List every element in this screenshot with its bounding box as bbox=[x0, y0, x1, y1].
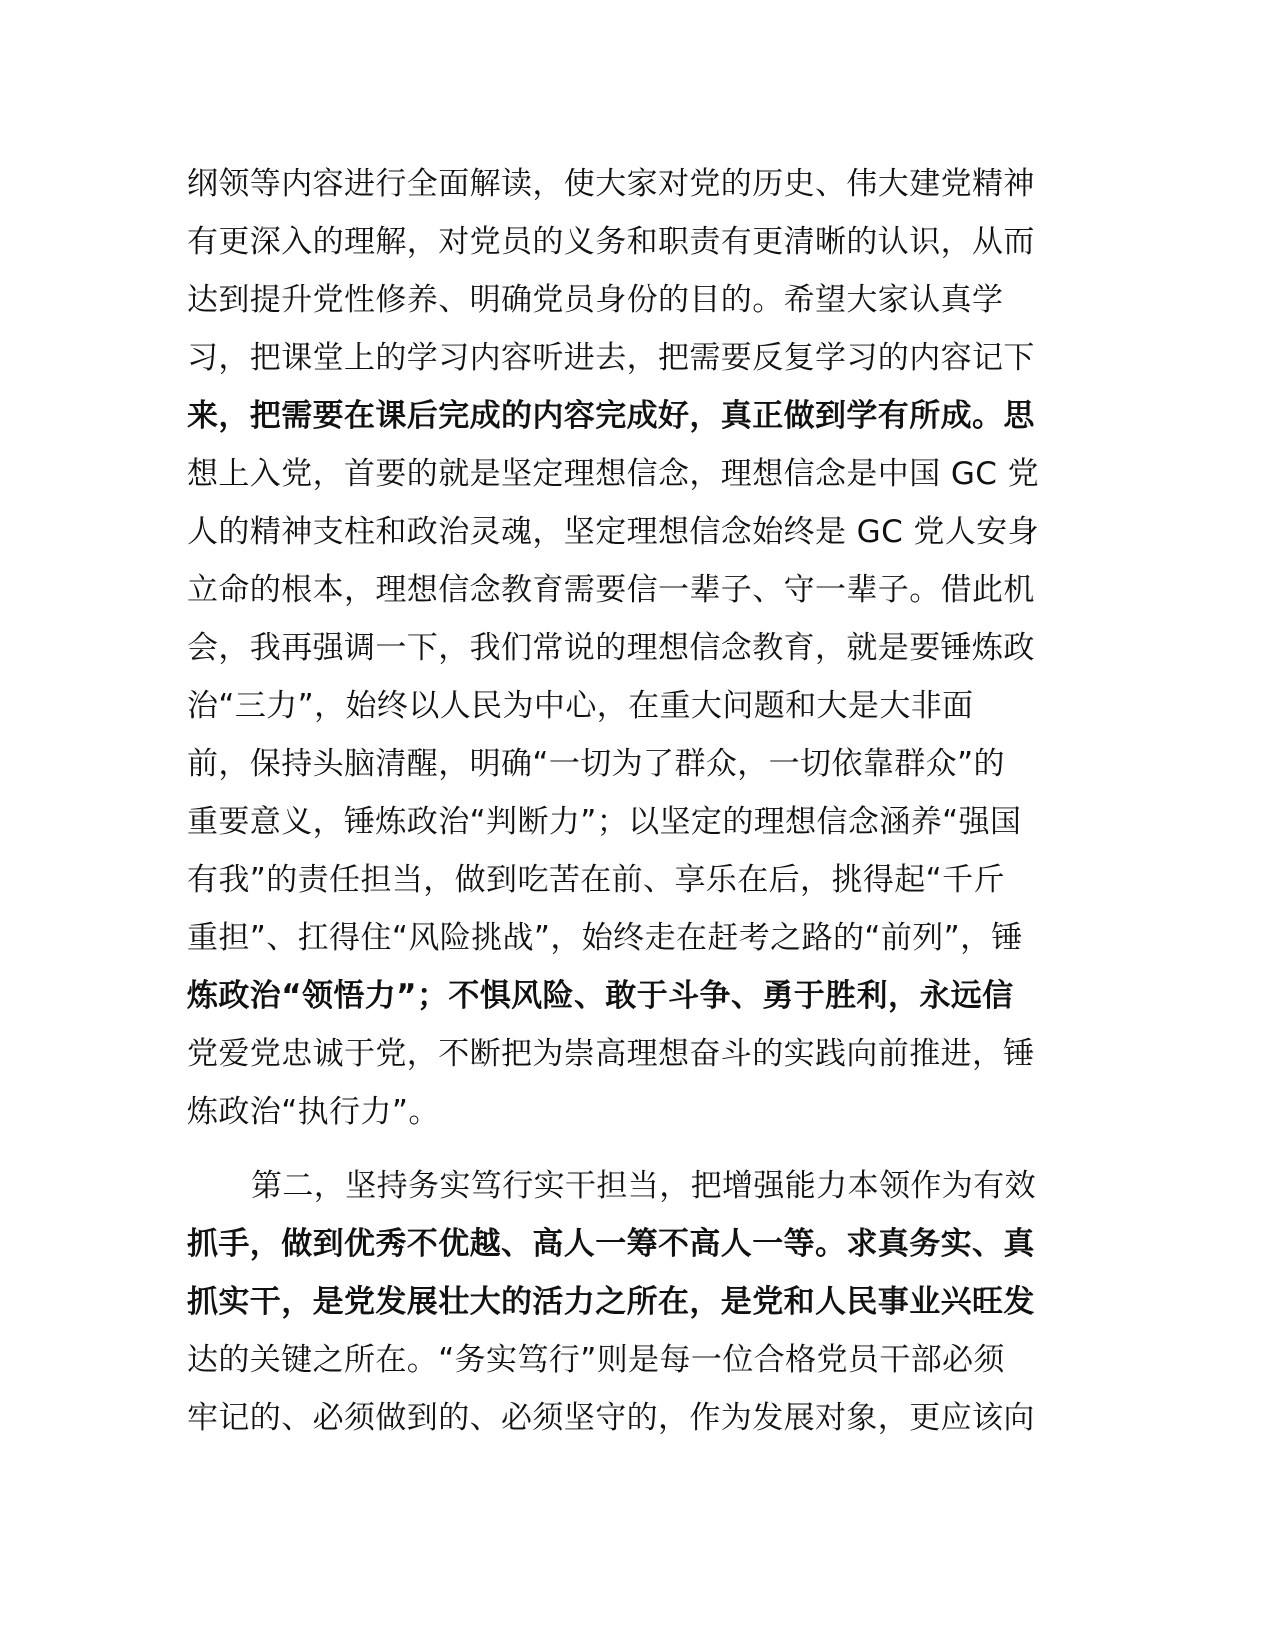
text-line: 重要意义，锤炼政治“判断力”；以坚定的理想信念涵养“强国 bbox=[187, 804, 1022, 840]
text-line: 抓实干，是党发展壮大的活力之所在，是党和人民事业兴旺发 bbox=[187, 1284, 1035, 1320]
text-line: 有更深入的理解，对党员的义务和职责有更清晰的认识，从而 bbox=[187, 224, 1035, 260]
text-line: 达到提升党性修养、明确党员身份的目的。希望大家认真学 bbox=[187, 282, 1004, 318]
text-line: 前，保持头脑清醒，明确“一切为了群众，一切依靠群众”的 bbox=[187, 746, 1005, 782]
text-line: 立命的根本，理想信念教育需要信一辈子、守一辈子。借此机 bbox=[187, 572, 1035, 608]
text-line: 习，把课堂上的学习内容听进去，把需要反复学习的内容记下 bbox=[187, 340, 1035, 376]
document-body bbox=[187, 155, 1087, 1447]
text-line: 第二，坚持务实笃行实干担当，把增强能力本领作为有效 bbox=[251, 1168, 1036, 1204]
text-line: 达的关键之所在。“务实笃行”则是每一位合格党员干部必须 bbox=[187, 1342, 1005, 1378]
text-line: 牢记的、必须做到的、必须坚守的，作为发展对象，更应该向 bbox=[187, 1400, 1035, 1436]
paragraph-1 bbox=[187, 155, 1087, 1141]
text-line: 治“三力”，始终以人民为中心，在重大问题和大是大非面 bbox=[187, 688, 974, 724]
text-line: 会，我再强调一下，我们常说的理想信念教育，就是要锤炼政 bbox=[187, 630, 1035, 666]
paragraph-spacing bbox=[187, 1141, 1087, 1157]
text-line: 来，把需要在课后完成的内容完成好，真正做到学有所成。思 bbox=[187, 398, 1035, 434]
paragraph-2 bbox=[187, 1157, 1087, 1447]
text-line: 纲领等内容进行全面解读，使大家对党的历史、伟大建党精神 bbox=[187, 166, 1035, 202]
text-line: 炼政治“领悟力”；不惧风险、敢于斗争、勇于胜利，永远信 bbox=[187, 978, 1014, 1014]
text-line: 人的精神支柱和政治灵魂，坚定理想信念始终是 GC 党人安身 bbox=[187, 514, 1039, 550]
text-line: 重担”、扛得住“风险挑战”，始终走在赶考之路的“前列”，锤 bbox=[187, 920, 1023, 956]
text-line: 有我”的责任担当，做到吃苦在前、享乐在后，挑得起“千斤 bbox=[187, 862, 1005, 898]
text-line: 抓手，做到优秀不优越、高人一筹不高人一等。求真务实、真 bbox=[187, 1226, 1035, 1262]
text-line: 想上入党，首要的就是坚定理想信念，理想信念是中国 GC 党 bbox=[187, 456, 1039, 492]
text-line: 炼政治“执行力”。 bbox=[187, 1094, 440, 1130]
text-line: 党爱党忠诚于党，不断把为崇高理想奋斗的实践向前推进，锤 bbox=[187, 1036, 1035, 1072]
